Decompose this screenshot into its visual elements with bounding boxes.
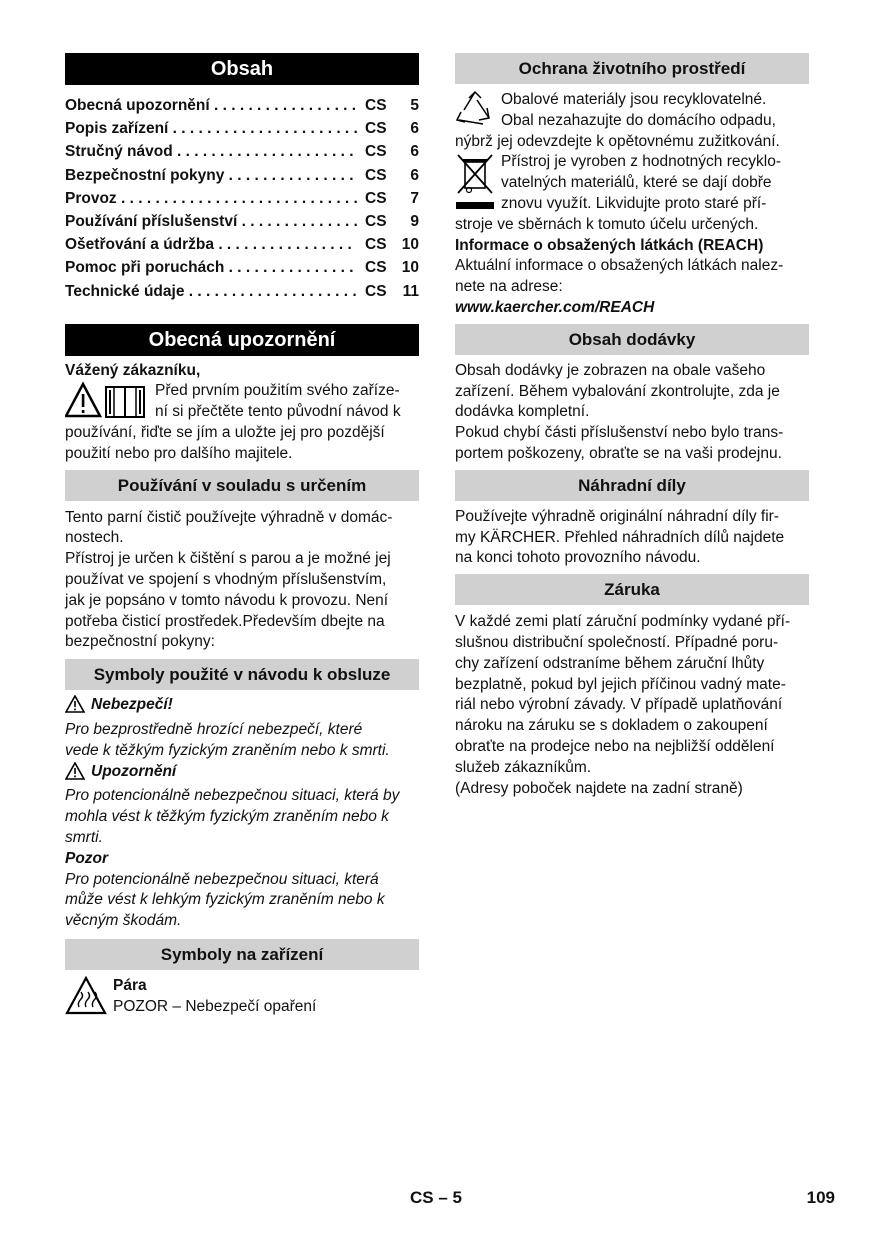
environment-heading: Ochrana životního prostředí [455, 53, 809, 84]
caution-text: Pro potencionálně nebezpečnou situaci, která [65, 870, 379, 888]
toc-row[interactable] [65, 256, 419, 279]
warning-text: Pro potencionálně nebezpečnou situaci, která by [65, 787, 400, 805]
left-column [65, 53, 419, 1018]
reach-link[interactable]: www.kaercher.com/REACH [455, 298, 655, 316]
general-text-3: používání, řiďte se jím a uložte jej pro pozdější [65, 424, 385, 442]
delivery-heading: Obsah dodávky [455, 324, 809, 355]
paragraph-line: bezpečnostní pokyny: [65, 633, 215, 651]
toc-row[interactable] [65, 233, 419, 256]
general-heading: Obecná upozornění [65, 324, 419, 356]
crossed-bin-icon [455, 152, 495, 214]
warning-text: smrti. [65, 829, 103, 847]
intended-use-text [65, 508, 419, 654]
warning-label [65, 762, 419, 787]
recycling-text-3: nýbrž jej odevzdejte k opětovnému zužitkování. [455, 132, 780, 150]
spare-parts-text [455, 507, 809, 569]
paragraph-line: V každé zemi platí záruční podmínky vydané pří- [455, 613, 791, 631]
toc-title: Stručný návod . . . [65, 140, 357, 163]
weee-text-4: stroje ve sběrnách k tomuto účelu určených. [455, 215, 759, 233]
paragraph-line: my KÄRCHER. Přehled náhradních dílů najdete [455, 528, 785, 546]
toc-title: Obecná upozornění . . . [65, 94, 357, 117]
warranty-text [455, 612, 809, 799]
steam-label: Pára [113, 977, 147, 995]
danger-label-text: Nebezpečí! [91, 696, 173, 714]
warning-triangle-icon [65, 695, 85, 720]
toc-lang: CS [365, 212, 387, 230]
toc-title: Ošetřování a údržba . . . [65, 233, 357, 256]
paragraph-line: obraťte na prodejce nebo na nejbližší oddělení [455, 737, 775, 755]
recycle-icon [455, 90, 495, 130]
general-text-4: použití nebo pro dalšího majitele. [65, 444, 293, 462]
reach-text-1: Aktuální informace o obsažených látkách nalez- [455, 257, 784, 275]
toc-title: Používání příslušenství . . . [65, 210, 357, 233]
toc-page: 6 [410, 143, 419, 161]
paragraph-line: slušnou distribuční společností. Případné poru- [455, 633, 779, 651]
general-text-1: Před prvním použitím svého zaříze- [155, 382, 400, 400]
toc-page: 6 [410, 166, 419, 184]
paragraph-line: dodávka kompletní. [455, 403, 590, 421]
paragraph-line: portem poškozeny, obraťte se na vaši prodejnu. [455, 444, 782, 462]
weee-text-2: vatelných materiálů, které se dají dobře [501, 174, 772, 192]
manual-symbols-body [65, 695, 419, 932]
warning-label-text: Upozornění [91, 762, 177, 780]
device-symbols-heading: Symboly na zařízení [65, 939, 419, 970]
page-number: 109 [806, 1188, 835, 1207]
intended-use-heading: Používání v souladu s určením [65, 470, 419, 501]
paragraph-line: nostech. [65, 529, 124, 547]
toc-row[interactable] [65, 140, 419, 163]
paragraph-line: Tento parní čistič používejte výhradně v domác- [65, 508, 393, 526]
danger-text: Pro bezprostředně hrozící nebezpečí, které [65, 721, 363, 739]
warranty-heading: Záruka [455, 574, 809, 605]
toc-lang: CS [365, 189, 387, 207]
paragraph-line: na konci tohoto provozního návodu. [455, 549, 701, 567]
toc-lang: CS [365, 120, 387, 138]
steam-text: POZOR – Nebezpečí opaření [113, 997, 317, 1015]
steam-hazard-icon [65, 976, 107, 1016]
reach-title: Informace o obsažených látkách (REACH) [455, 236, 764, 254]
paragraph-line: nároku na záruku se s dokladem o zakoupení [455, 717, 768, 735]
caution-text: věcným škodám. [65, 912, 182, 930]
paragraph-line: chy zařízení odstraníme během záruční lhůty [455, 654, 765, 672]
toc-row[interactable] [65, 210, 419, 233]
toc-lang: CS [365, 236, 387, 254]
toc-page: 9 [410, 212, 419, 230]
paragraph-line: potřeba čisticí prostředek.Především dbejte na [65, 612, 385, 630]
paragraph-line: Používejte výhradně originální náhradní díly fir- [455, 507, 779, 525]
table-of-contents [65, 94, 419, 303]
paragraph-line: Pokud chybí části příslušenství nebo bylo trans- [455, 424, 784, 442]
toc-title: Technické údaje . . . [65, 280, 357, 303]
paragraph-line: Obsah dodávky je zobrazen na obale vašeho [455, 361, 766, 379]
paragraph-line: jak je popsáno v tomto návodu k provozu. Není [65, 591, 389, 609]
weee-text-1: Přístroj je vyroben z hodnotných recyklo- [501, 153, 781, 171]
paragraph-line: Přístroj je určen k čištění s parou a je možné jej [65, 550, 391, 568]
toc-page: 7 [410, 189, 419, 207]
footer-section: CS – 5 [410, 1188, 462, 1207]
toc-heading: Obsah [65, 53, 419, 85]
general-text-2: ní si přečtěte tento původní návod k [155, 403, 401, 421]
warning-triangle-icon [65, 762, 85, 787]
danger-label [65, 695, 419, 720]
caution-text: může vést k lehkým fyzickým zraněním nebo k [65, 891, 385, 909]
paragraph-line: používat ve spojení s vhodným příslušenstvím, [65, 571, 387, 589]
weee-text-3: znovu využít. Likvidujte proto staré pří- [501, 194, 767, 212]
toc-row[interactable] [65, 164, 419, 187]
reach-text-2: nete na adrese: [455, 278, 563, 296]
danger-text: vede k těžkým fyzickým zraněním nebo k smrti. [65, 741, 390, 759]
salutation: Vážený zákazníku, [65, 361, 201, 379]
toc-lang: CS [365, 143, 387, 161]
toc-lang: CS [365, 166, 387, 184]
toc-title: Popis zařízení . . . [65, 117, 357, 140]
toc-lang: CS [365, 97, 387, 114]
toc-row[interactable] [65, 117, 419, 140]
paragraph-line: bezplatně, pokud byl jejich příčinou vadný mate- [455, 675, 786, 693]
toc-row[interactable] [65, 187, 419, 210]
toc-page: 6 [410, 120, 419, 138]
recycling-text-2: Obal nezahazujte do domácího odpadu, [501, 111, 776, 129]
delivery-text [455, 361, 809, 465]
toc-lang: CS [365, 259, 387, 277]
toc-page: 10 [401, 236, 419, 254]
paragraph-line: zařízení. Během vybalování zkontrolujte, zda je [455, 382, 780, 400]
paragraph-line: (Adresy poboček najdete na zadní straně) [455, 779, 743, 797]
toc-page: 10 [401, 259, 419, 277]
caution-label: Pozor [65, 849, 109, 867]
manual-symbols-heading: Symboly použité v návodu k obsluze [65, 659, 419, 690]
warning-read-manual-icon [65, 381, 149, 421]
toc-title: Bezpečnostní pokyny . . . [65, 164, 357, 187]
toc-title: Provoz . . . [65, 187, 357, 210]
toc-page: 11 [402, 282, 419, 300]
warning-text: mohla vést k těžkým fyzickým zraněním nebo k [65, 808, 389, 826]
paragraph-line: služeb zákazníkům. [455, 758, 592, 776]
toc-lang: CS [365, 282, 387, 300]
toc-row[interactable] [65, 94, 419, 117]
paragraph-line: riál nebo výrobní závady. V případě uplatňování [455, 696, 783, 714]
toc-page: 5 [410, 97, 419, 114]
right-column [455, 53, 809, 799]
toc-title: Pomoc při poruchách . . . [65, 256, 357, 279]
toc-row[interactable] [65, 280, 419, 303]
recycling-text-1: Obalové materiály jsou recyklovatelné. [501, 91, 767, 108]
spare-parts-heading: Náhradní díly [455, 470, 809, 501]
